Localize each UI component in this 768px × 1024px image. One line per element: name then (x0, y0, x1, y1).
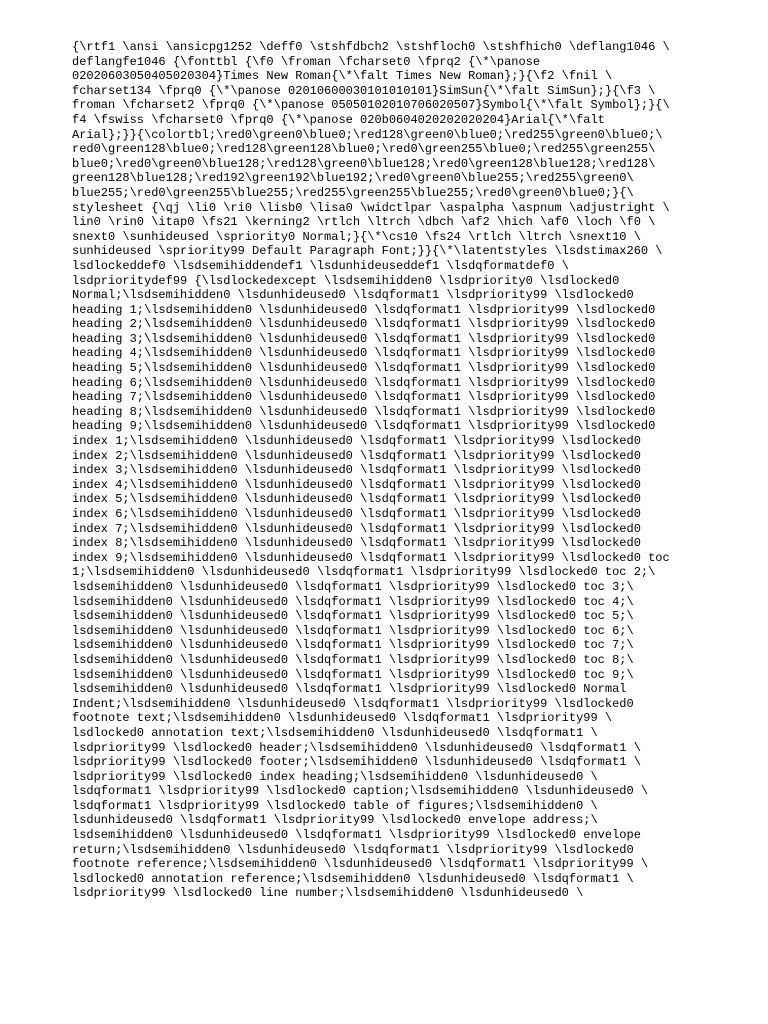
document-line: red0\green128\blue0;\red128\green128\blue0;\red0\green255\blue0;\red255\green255\ (72, 142, 656, 157)
document-line: Normal;\lsdsemihidden0 \lsdunhideused0 \lsdqformat1 \lsdpriority99 \lsdlocked0 (72, 288, 634, 303)
document-line: sunhideused \spriority99 Default Paragraph Font;}}{\*\latentstyles \lsdstimax260 \ (72, 244, 663, 259)
document-line: lsdsemihidden0 \lsdunhideused0 \lsdqformat1 \lsdpriority99 \lsdlocked0 toc 4;\ (72, 594, 634, 609)
document-line: heading 7;\lsdsemihidden0 \lsdunhideused0 \lsdqformat1 \lsdpriority99 \lsdlocked0 (72, 390, 656, 405)
document-line: footnote reference;\lsdsemihidden0 \lsdunhideused0 \lsdqformat1 \lsdpriority99 \ (72, 857, 649, 872)
document-line: 1;\lsdsemihidden0 \lsdunhideused0 \lsdqformat1 \lsdpriority99 \lsdlocked0 toc 2;\ (72, 565, 656, 580)
document-line: 02020603050405020304}Times New Roman{\*\falt Times New Roman};}{\f2 \fnil \ (72, 69, 613, 84)
document-line: lsdlockeddef0 \lsdsemihiddendef1 \lsdunhideuseddef1 \lsdqformatdef0 \ (72, 258, 569, 273)
document-line: snext0 \sunhideused \spriority0 Normal;}{\*\cs10 \fs24 \rtlch \ltrch \snext10 \ (72, 229, 641, 244)
document-line: index 3;\lsdsemihidden0 \lsdunhideused0 \lsdqformat1 \lsdpriority99 \lsdlocked0 (72, 463, 641, 478)
document-line: index 6;\lsdsemihidden0 \lsdunhideused0 \lsdqformat1 \lsdpriority99 \lsdlocked0 (72, 507, 641, 521)
document-line: stylesheet {\qj \li0 \ri0 \lisb0 \lisa0 \widctlpar \aspalpha \aspnum \adjustright \ (72, 200, 670, 215)
document-line: lsdsemihidden0 \lsdunhideused0 \lsdqformat1 \lsdpriority99 \lsdlocked0 Normal (72, 682, 627, 697)
document-line: index 1;\lsdsemihidden0 \lsdunhideused0 \lsdqformat1 \lsdpriority99 \lsdlocked0 (72, 434, 641, 449)
document-line: lsdlocked0 annotation reference;\lsdsemihidden0 \lsdunhideused0 \lsdqformat1 \ (72, 871, 634, 886)
document-line: blue255;\red0\green255\blue255;\red255\green255\blue255;\red0\green0\blue0;}{\ (72, 185, 634, 200)
document-line: heading 2;\lsdsemihidden0 \lsdunhideused0 \lsdqformat1 \lsdpriority99 \lsdlocked0 (72, 317, 656, 332)
document-line: Arial};}}{\colortbl;\red0\green0\blue0;\red128\green0\blue0;\red255\green0\blue0;\ (72, 127, 663, 142)
document-line: heading 1;\lsdsemihidden0 \lsdunhideused0 \lsdqformat1 \lsdpriority99 \lsdlocked0 (72, 302, 656, 317)
document-line: deflangfe1046 {\fonttbl {\f0 \froman \fcharset0 \fprq2 {\*\panose (72, 54, 541, 69)
document-line: lsdprioritydef99 {\lsdlockedexcept \lsdsemihidden0 \lsdpriority0 \lsdlocked0 (72, 273, 620, 288)
document-line: index 8;\lsdsemihidden0 \lsdunhideused0 \lsdqformat1 \lsdpriority99 \lsdlocked0 (72, 536, 641, 551)
document-line: index 2;\lsdsemihidden0 \lsdunhideused0 \lsdqformat1 \lsdpriority99 \lsdlocked0 (72, 448, 641, 463)
document-line: lsdqformat1 \lsdpriority99 \lsdlocked0 table of figures;\lsdsemihidden0 \ (72, 798, 598, 813)
document-line: lsdsemihidden0 \lsdunhideused0 \lsdqformat1 \lsdpriority99 \lsdlocked0 toc 6;\ (72, 623, 634, 638)
document-line: index 5;\lsdsemihidden0 \lsdunhideused0 \lsdqformat1 \lsdpriority99 \lsdlocked0 (72, 492, 641, 507)
document-line: index 9;\lsdsemihidden0 \lsdunhideused0 \lsdqformat1 \lsdpriority99 \lsdlocked0 toc (72, 550, 670, 565)
rtf-source-text (72, 40, 732, 901)
document-line: lsdunhideused0 \lsdqformat1 \lsdpriority99 \lsdlocked0 envelope address;\ (72, 813, 598, 828)
document-line: return;\lsdsemihidden0 \lsdunhideused0 \lsdqformat1 \lsdpriority99 \lsdlocked0 (72, 842, 634, 857)
document-line: Indent;\lsdsemihidden0 \lsdunhideused0 \lsdqformat1 \lsdpriority99 \lsdlocked0 (72, 696, 634, 711)
document-line: froman \fcharset2 \fprq0 {\*\panose 05050102010706020507}Symbol{\*\falt Symbol};}{\ (72, 98, 670, 113)
document-line: index 7;\lsdsemihidden0 \lsdunhideused0 \lsdqformat1 \lsdpriority99 \lsdlocked0 (72, 521, 641, 536)
document-line: heading 4;\lsdsemihidden0 \lsdunhideused0 \lsdqformat1 \lsdpriority99 \lsdlocked0 (72, 346, 656, 361)
document-line: heading 6;\lsdsemihidden0 \lsdunhideused0 \lsdqformat1 \lsdpriority99 \lsdlocked0 (72, 375, 656, 390)
document-line: lsdpriority99 \lsdlocked0 footer;\lsdsemihidden0 \lsdunhideused0 \lsdqformat1 \ (72, 755, 641, 770)
document-line: lsdsemihidden0 \lsdunhideused0 \lsdqformat1 \lsdpriority99 \lsdlocked0 toc 3;\ (72, 579, 634, 594)
document-line: lsdqformat1 \lsdpriority99 \lsdlocked0 caption;\lsdsemihidden0 \lsdunhideused0 \ (72, 784, 649, 799)
document-line: lsdsemihidden0 \lsdunhideused0 \lsdqformat1 \lsdpriority99 \lsdlocked0 toc 8;\ (72, 652, 634, 667)
document-line: footnote text;\lsdsemihidden0 \lsdunhideused0 \lsdqformat1 \lsdpriority99 \ (72, 711, 613, 726)
document-line: f4 \fswiss \fcharset0 \fprq0 {\*\panose 020b0604020202020204}Arial{\*\falt (72, 112, 605, 127)
document-line: lsdsemihidden0 \lsdunhideused0 \lsdqformat1 \lsdpriority99 \lsdlocked0 envelope (72, 828, 641, 843)
document-line: index 4;\lsdsemihidden0 \lsdunhideused0 \lsdqformat1 \lsdpriority99 \lsdlocked0 (72, 477, 641, 492)
document-line: {\rtf1 \ansi \ansicpg1252 \deff0 \stshfdbch2 \stshfloch0 \stshfhich0 \deflang1046 \ (72, 40, 670, 54)
document-line: heading 5;\lsdsemihidden0 \lsdunhideused0 \lsdqformat1 \lsdpriority99 \lsdlocked0 (72, 361, 656, 376)
document-line: fcharset134 \fprq0 {\*\panose 02010600030101010101}SimSun{\*\falt SimSun};}{\f3 \ (72, 83, 656, 98)
document-line: lin0 \rin0 \itap0 \fs21 \kerning2 \rtlch \ltrch \dbch \af2 \hich \af0 \loch \f0 \ (72, 215, 656, 230)
document-line: lsdpriority99 \lsdlocked0 header;\lsdsemihidden0 \lsdunhideused0 \lsdqformat1 \ (72, 740, 641, 755)
document-line: heading 9;\lsdsemihidden0 \lsdunhideused0 \lsdqformat1 \lsdpriority99 \lsdlocked0 (72, 419, 656, 434)
document-line: lsdsemihidden0 \lsdunhideused0 \lsdqformat1 \lsdpriority99 \lsdlocked0 toc 9;\ (72, 667, 634, 682)
document-line: lsdsemihidden0 \lsdunhideused0 \lsdqformat1 \lsdpriority99 \lsdlocked0 toc 7;\ (72, 638, 634, 653)
document-line: lsdsemihidden0 \lsdunhideused0 \lsdqformat1 \lsdpriority99 \lsdlocked0 toc 5;\ (72, 609, 634, 624)
document-line: heading 3;\lsdsemihidden0 \lsdunhideused0 \lsdqformat1 \lsdpriority99 \lsdlocked0 (72, 331, 656, 346)
document-line: lsdpriority99 \lsdlocked0 index heading;\lsdsemihidden0 \lsdunhideused0 \ (72, 769, 598, 784)
document-line: blue0;\red0\green0\blue128;\red128\green0\blue128;\red0\green128\blue128;\red128\ (72, 156, 656, 171)
document-line: green128\blue128;\red192\green192\blue192;\red0\green0\blue255;\red255\green0\ (72, 171, 634, 186)
document-line: lsdlocked0 annotation text;\lsdsemihidden0 \lsdunhideused0 \lsdqformat1 \ (72, 725, 598, 740)
document-line: heading 8;\lsdsemihidden0 \lsdunhideused0 \lsdqformat1 \lsdpriority99 \lsdlocked0 (72, 404, 656, 419)
document-line: lsdpriority99 \lsdlocked0 line number;\lsdsemihidden0 \lsdunhideused0 \ (72, 886, 584, 901)
